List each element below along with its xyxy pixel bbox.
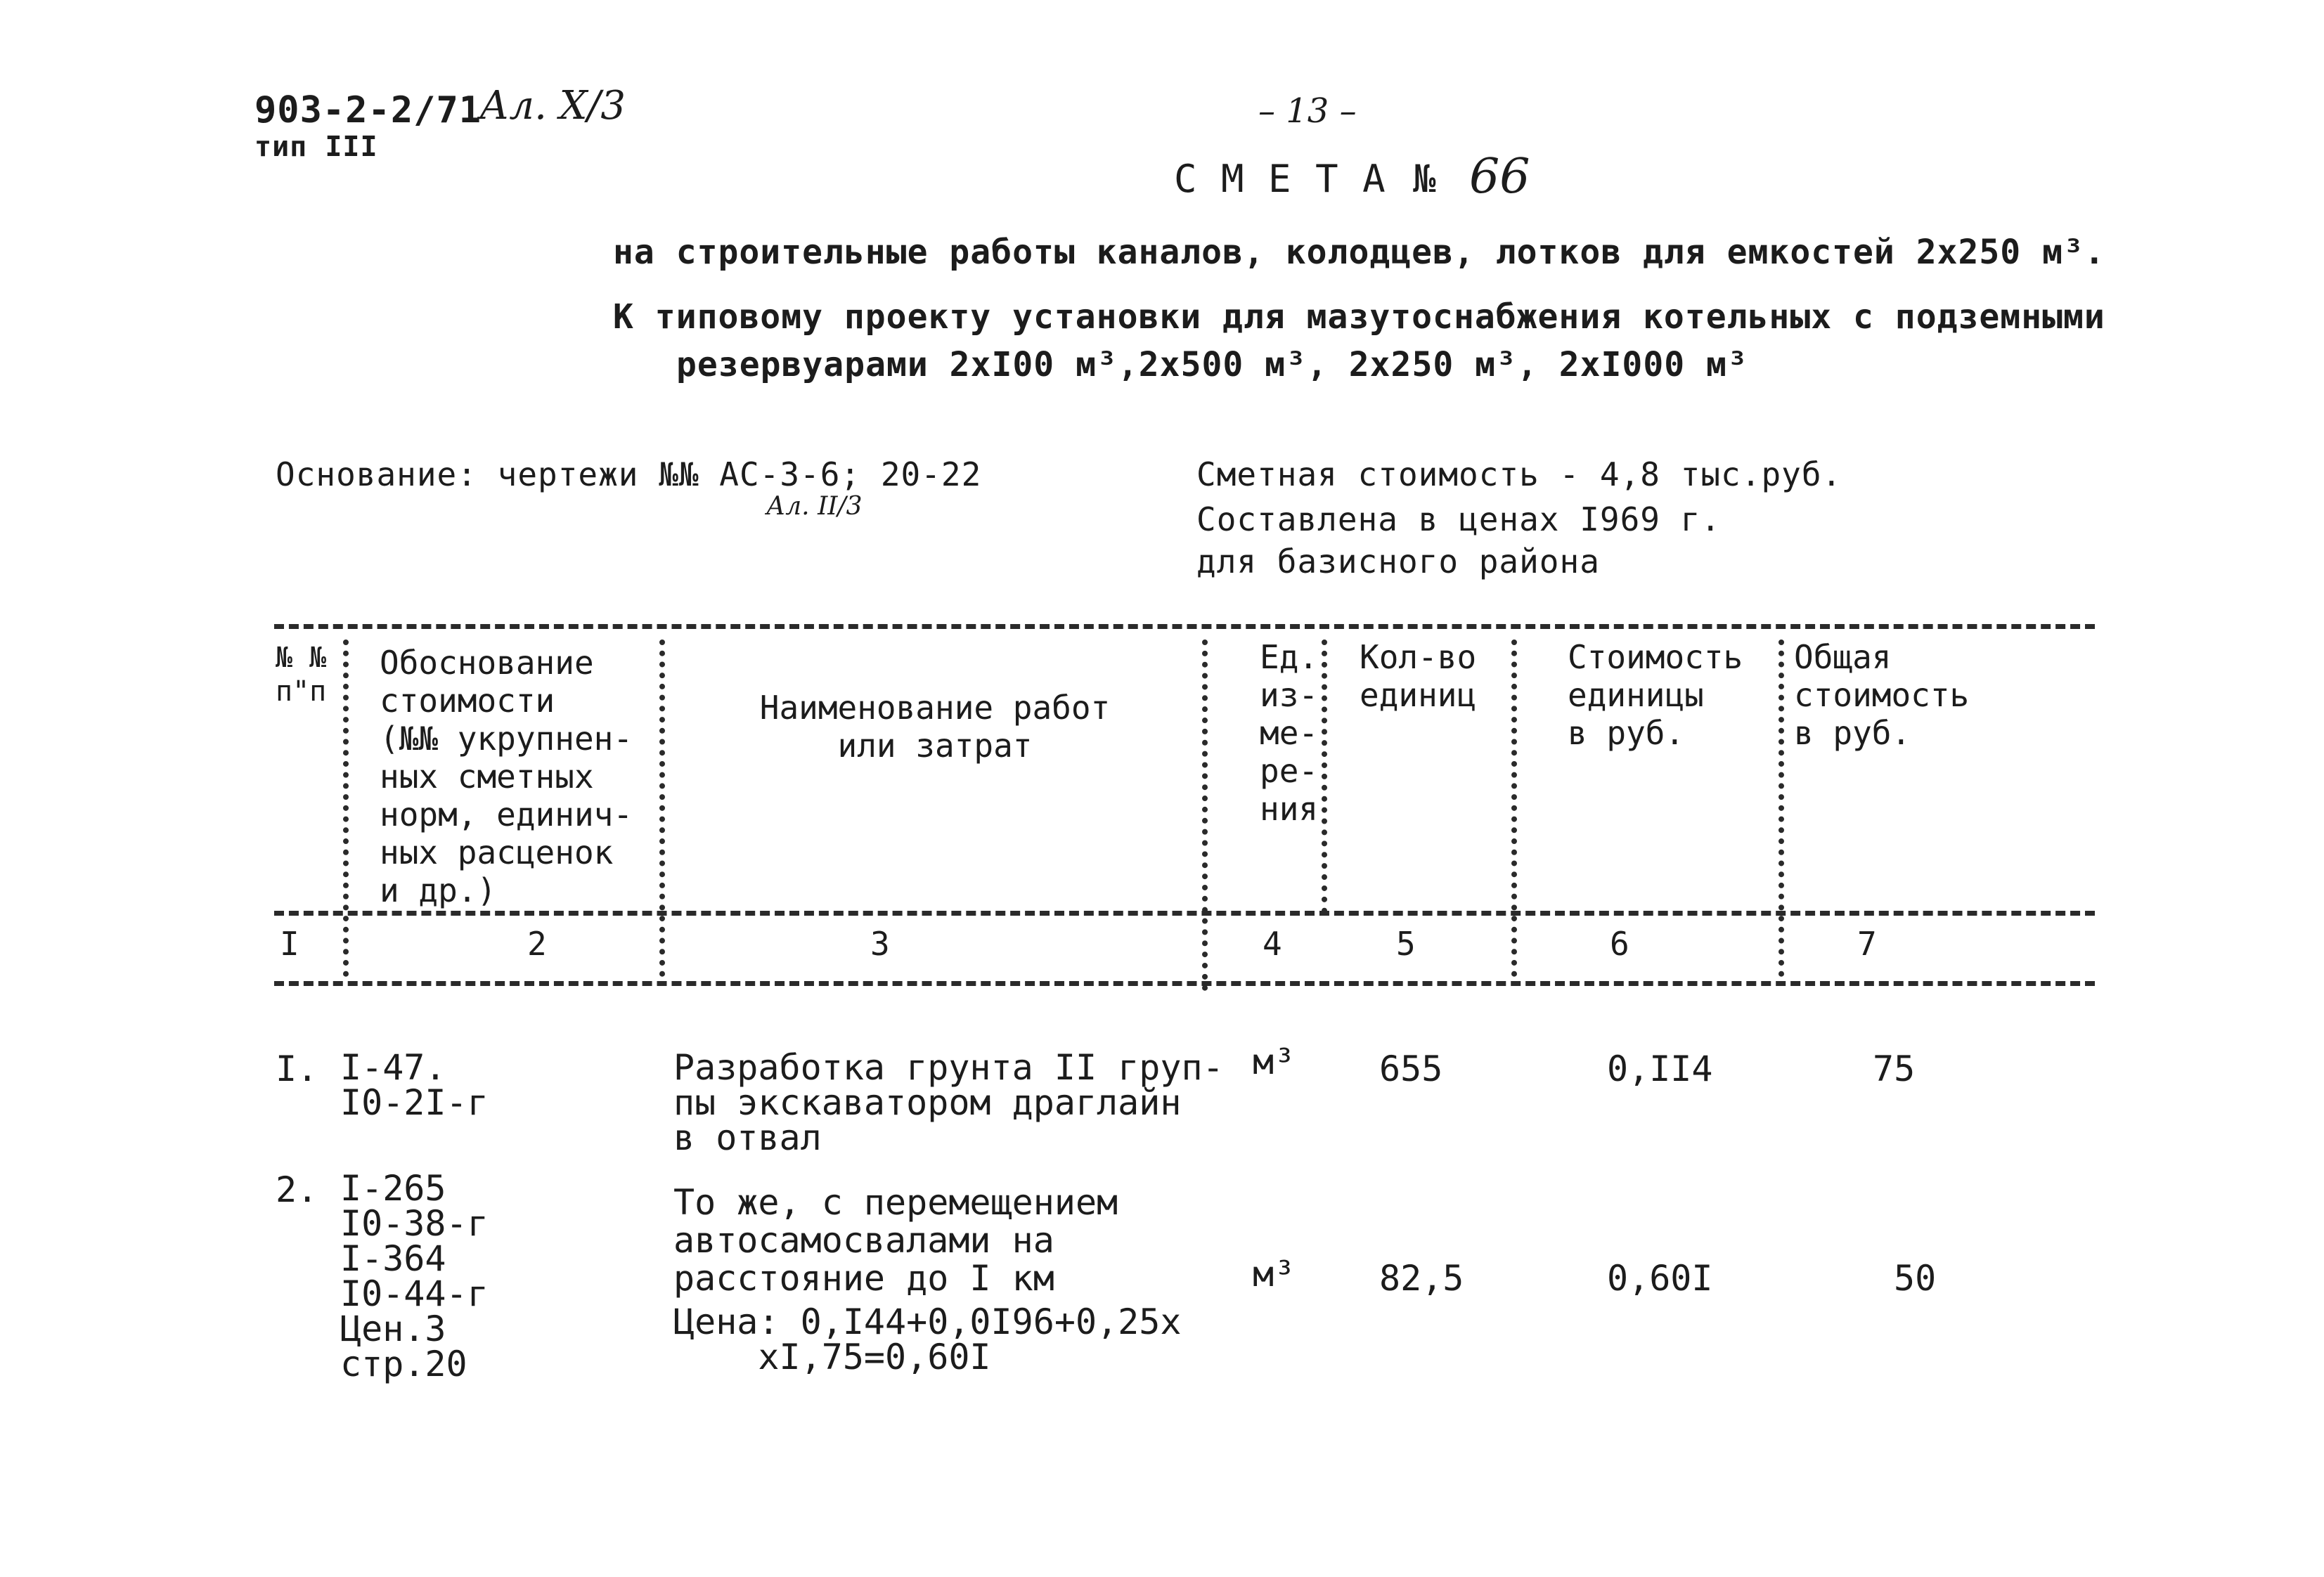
row-2-number: 2. xyxy=(276,1169,318,1210)
row-1-qty: 655 xyxy=(1379,1049,1443,1089)
header-col-4: Ед. из- ме- ре- ния xyxy=(1260,638,1319,828)
col-sep-1 xyxy=(343,640,349,977)
col-sep-2 xyxy=(659,640,665,977)
table-top-rule xyxy=(274,624,2095,629)
header-col-7: Общая стоимость в руб. xyxy=(1794,638,1970,752)
document-subcode: тип III xyxy=(254,131,378,163)
title-number: 66 xyxy=(1469,149,1530,205)
basis-text: Основание: чертежи №№ АС-3-6; 20-22 xyxy=(276,455,982,493)
document-title: С М Е Т А xyxy=(1174,157,1386,201)
col-number-1: I xyxy=(280,925,299,963)
row-1-total: 75 xyxy=(1873,1049,1916,1089)
row-2-qty: 82,5 xyxy=(1379,1258,1464,1299)
col-sep-6 xyxy=(1778,640,1784,977)
row-2-name: То же, с перемещением автосамосвалами на расстояние до I км xyxy=(673,1182,1118,1299)
subtitle-line-1: на строительные работы каналов, колодцев, лотков для емкостей 2х250 м³. xyxy=(613,233,2105,272)
header-col-2: Обоснование стоимости (№№ укрупнен- ных сметных норм, единич- ных расценок и др.) xyxy=(380,644,633,909)
row-1-unit: м³ xyxy=(1253,1041,1296,1082)
row-2-basis: I-265 I0-38-г I-364 I0-44-г Цен.3 стр.20 xyxy=(340,1168,489,1384)
row-1-number: I. xyxy=(276,1049,318,1089)
col-sep-3 xyxy=(1202,640,1208,991)
numbers-bottom-rule xyxy=(274,981,2095,986)
page-number: – 13 – xyxy=(1258,91,1357,131)
row-1-name: Разработка грунта II груп- пы экскаватором драглайн в отвал xyxy=(673,1047,1224,1158)
col-number-3: 3 xyxy=(870,925,890,963)
row-2-formula: Цена: 0,I44+0,0I96+0,25х хI,75=0,60I xyxy=(673,1302,1182,1377)
row-1-unit-cost: 0,II4 xyxy=(1607,1049,1713,1089)
header-col-3: Наименование работ или затрат xyxy=(759,689,1111,765)
row-1-basis: I-47. I0-2I-г xyxy=(340,1047,489,1123)
estimate-prices: Составлена в ценах I969 г. xyxy=(1196,500,1722,538)
subtitle-line-3: резервуарами 2хI00 м³,2х500 м³, 2х250 м³, 2хI000 м³ xyxy=(676,345,1748,384)
subtitle-line-2: К типовому проекту установки для мазутоснабжения котельных с подземными xyxy=(613,297,2105,337)
title-number-sign: № xyxy=(1413,157,1437,201)
col-number-2: 2 xyxy=(527,925,547,963)
row-2-total: 50 xyxy=(1894,1258,1937,1299)
col-number-5: 5 xyxy=(1396,925,1416,963)
estimate-region: для базисного района xyxy=(1196,543,1600,580)
album-note: Ал. X/3 xyxy=(479,83,626,129)
row-2-unit-cost: 0,60I xyxy=(1607,1258,1713,1299)
document-code: 903-2-2/71 xyxy=(254,89,482,131)
header-col-1: № № п"п xyxy=(276,642,327,708)
basis-album-note: Ал. II/3 xyxy=(766,492,863,521)
header-col-5: Кол-во единиц xyxy=(1360,638,1477,714)
col-sep-5 xyxy=(1511,640,1517,977)
col-number-4: 4 xyxy=(1263,925,1282,963)
row-2-unit: м³ xyxy=(1253,1254,1296,1294)
header-bottom-rule xyxy=(274,911,2095,916)
estimate-cost: Сметная стоимость - 4,8 тыс.руб. xyxy=(1196,455,1842,493)
col-number-6: 6 xyxy=(1610,925,1629,963)
col-number-7: 7 xyxy=(1857,925,1877,963)
header-col-6: Стоимость единицы в руб. xyxy=(1568,638,1743,752)
col-sep-4 xyxy=(1322,640,1327,914)
